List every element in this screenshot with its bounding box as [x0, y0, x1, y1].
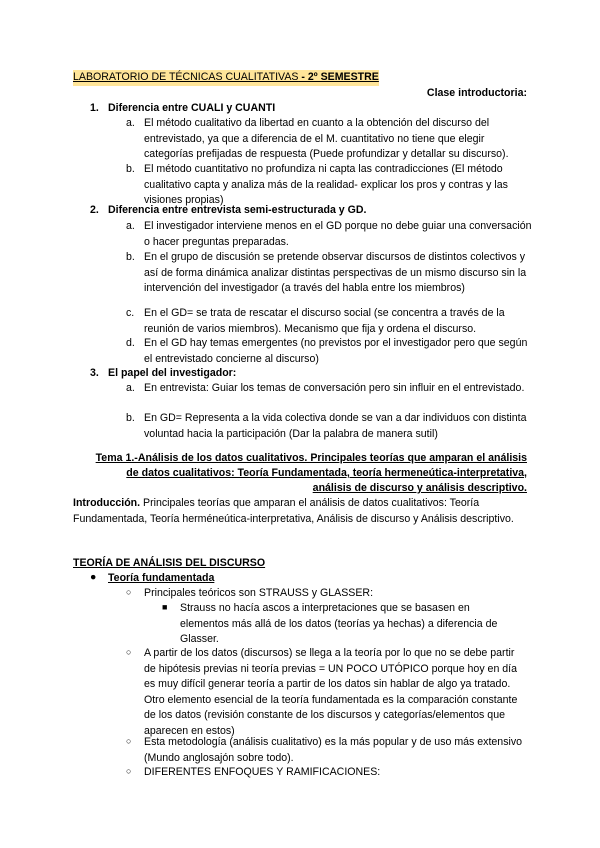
- bullet-circle-2: ○: [126, 647, 132, 657]
- item-1a-text: El método cualitativo da libertad en cuanto a la obtención del discurso del entrevistado, ya que a diferencia de el M. cuantitativo no tiene que elegir categorías prefijadas de respuesta (Puede profundizar y detallar su discurso).: [144, 117, 509, 161]
- section-1-number: 1.: [90, 102, 99, 114]
- sub-item-3: Esta metodología (análisis cualitativo) es la más popular y de uso más extensivo (Mundo anglosajón sobre todo).: [144, 736, 523, 764]
- section-2-heading: Diferencia entre entrevista semi-estructurada y GD.: [108, 204, 367, 216]
- section-3-heading: El papel del investigador:: [108, 367, 237, 379]
- intro-text: Principales teorías que amparan el análisis de datos cualitativos: Teoría Fundamentada, Teoría herméneútica-interpretativa, Análisis de discurso y Análisis descriptivo.: [73, 497, 514, 525]
- intro-paragraph: [73, 496, 533, 527]
- item-2a-text: El investigador interviene menos en el GD porque no debe guiar una conversación o hacer preguntas preparadas.: [144, 220, 532, 248]
- title-text: LABORATORIO DE TÉCNICAS CUALITATIVAS: [73, 71, 299, 83]
- bullet-circle-1: ○: [126, 587, 132, 597]
- item-2b-letter: b.: [126, 251, 135, 263]
- discurso-heading: TEORÍA DE ANÁLISIS DEL DISCURSO: [73, 557, 266, 569]
- item-3a-letter: a.: [126, 382, 135, 394]
- bullet-circle-4: ○: [126, 766, 132, 776]
- tema-heading-line-2: de datos cualitativos: Teoría Fundamentada, teoría hermeneútica-interpretativa,: [126, 467, 527, 479]
- intro-label: Introducción.: [73, 497, 141, 509]
- item-2c-text: En el GD= se trata de rescatar el discurso social (se concentra a través de la reunión de varios miembros). Mecanismo que fija y ordena el discurso.: [144, 307, 505, 335]
- item-1b-text: El método cuantitativo no profundiza ni capta las contradicciones (El método cualitativo capta y analiza más de la realidad- explicar los pros y contras y las visiones propias): [144, 163, 508, 207]
- tema-heading-line-3: análisis de discurso y análisis descriptivo.: [312, 482, 527, 494]
- bullet-circle-3: ○: [126, 736, 132, 746]
- item-2a-letter: a.: [126, 220, 135, 232]
- sub-item-1-child: Strauss no hacía ascos a interpretaciones que se basasen en elementos más allá de los datos (teorías ya hechas) a diferencia de Glasser.: [180, 602, 498, 646]
- teoria-fundamentada-bullet: Teoría fundamentada: [108, 572, 215, 584]
- class-label: Clase introductoria:: [426, 87, 527, 99]
- item-1b-letter: b.: [126, 163, 135, 175]
- semester-text: - 2º SEMESTRE: [298, 71, 379, 83]
- sub-item-4: DIFERENTES ENFOQUES Y RAMIFICACIONES:: [144, 766, 381, 778]
- item-1a-letter: a.: [126, 117, 135, 129]
- document-title: [73, 70, 379, 86]
- item-2d-letter: d.: [126, 337, 135, 349]
- item-2c-letter: c.: [126, 307, 135, 319]
- sub-item-2: A partir de los datos (discursos) se llega a la teoría por lo que no se debe partir de hipótesis previas ni teoría previas = UN POCO UTÓPICO porque hoy en día es muy difícil generar teoría a partir de los datos sin hablar de algo ya tratado. Otro elemento esencial de la teoría fundamentada es la comparación constante de los datos (revisión constante de los discursos y categorías/elementos que aparecen en estos): [144, 647, 518, 737]
- item-3b-text: En GD= Representa a la vida colectiva donde se van a dar individuos con distinta voluntad hacia la participación (Dar la palabra de manera sutil): [144, 412, 527, 440]
- item-3b-letter: b.: [126, 412, 135, 424]
- tema-heading-line-1: Tema 1.-Análisis de los datos cualitativos. Principales teorías que amparan el análisis: [95, 452, 527, 464]
- item-3a-text: En entrevista: Guiar los temas de conversación pero sin influir en el entrevistado.: [144, 382, 525, 394]
- item-2d-text: En el GD hay temas emergentes (no previstos por el investigador pero que según el entrevistado concierne al discurso): [144, 337, 528, 365]
- bullet-disc: ●: [90, 571, 97, 583]
- bullet-square: ■: [162, 602, 168, 612]
- section-3-number: 3.: [90, 367, 99, 379]
- section-2-number: 2.: [90, 204, 99, 216]
- sub-item-1: Principales teóricos son STRAUSS y GLASSER:: [144, 587, 374, 599]
- item-2b-text: En el grupo de discusión se pretende observar discursos de distintos colectivos y así de forma dinámica analizar distintas perspectivas de un mismo discurso sin la intervención del investigador (a través del habla entre los miembros): [144, 251, 527, 295]
- section-1-heading: Diferencia entre CUALI y CUANTI: [108, 102, 276, 114]
